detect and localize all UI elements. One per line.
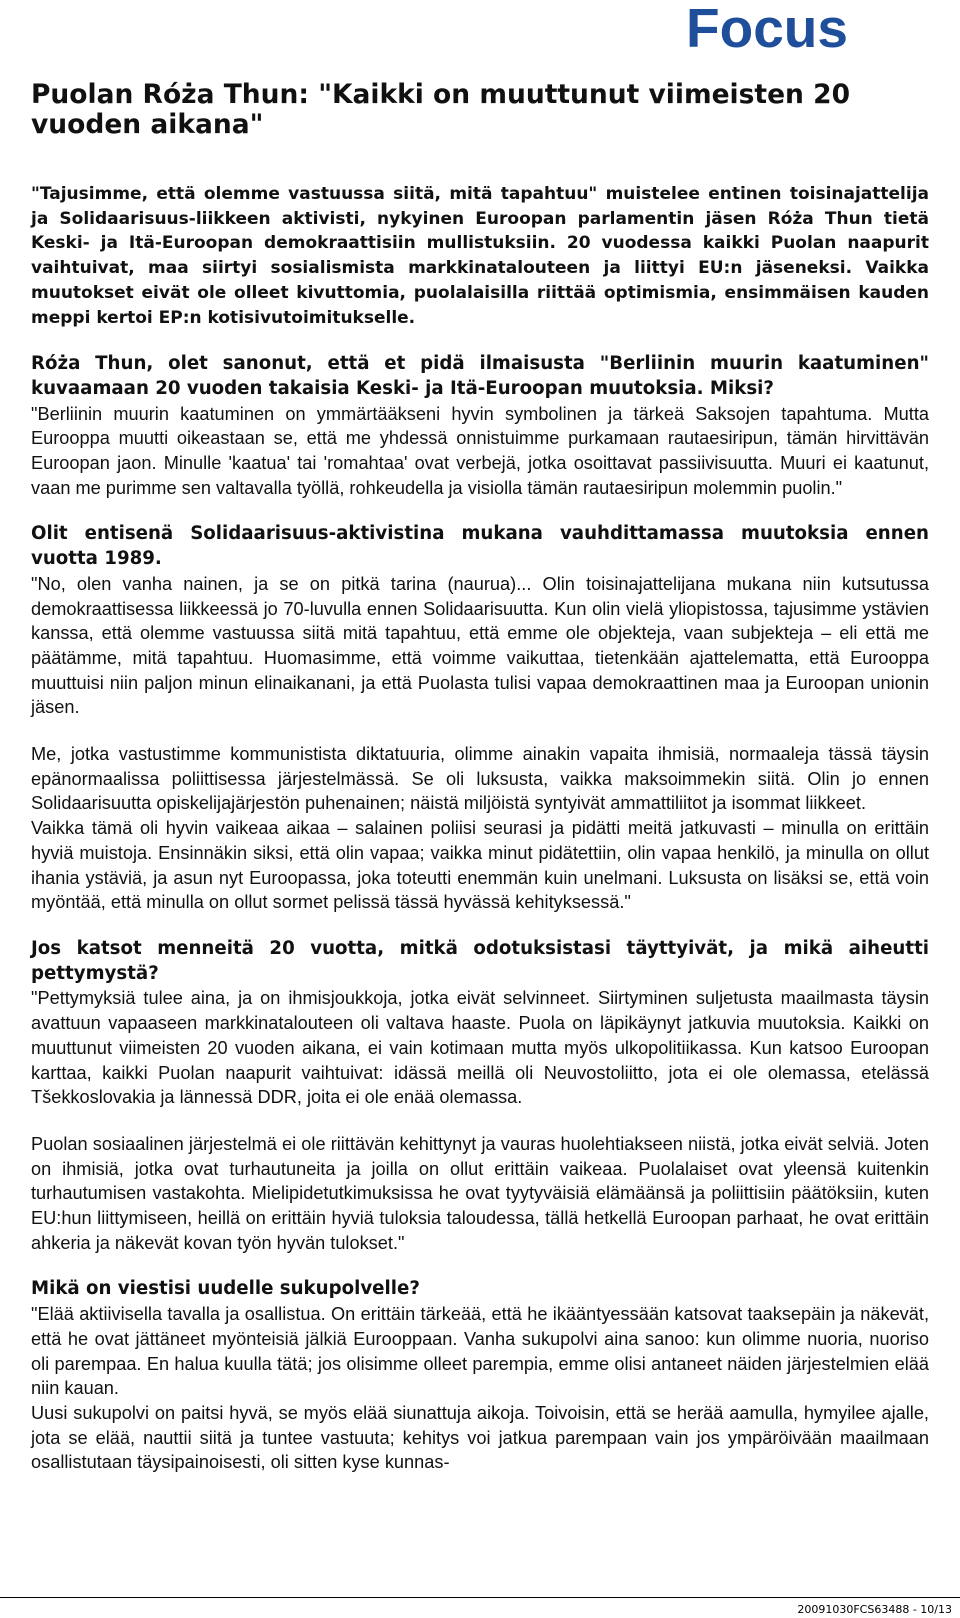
section-label: Focus xyxy=(686,0,848,59)
article-lead: "Tajusimme, että olemme vastuussa siitä, mitä tapahtuu" muistelee entinen toisinajattelija ja Solidaarisuus-liikkeen aktivisti, nykyinen Euroopan parlamentin jäsen Róża Thun tietä Keski- ja Itä-Euroopan demokraattisiin mullistuksiin. 20 vuodessa kaikki Puolan naapurit vaihtuivat, maa siirtyi sosialismista markkinatalouteen ja liittyi EU:n jäseneksi. Vaikka muutokset eivät ole olleet kivuttomia, puolalaisilla riittää optimismia, ensimmäisen kauden meppi kertoi EP:n kotisivutoimitukselle. xyxy=(31,184,929,328)
article-headline: Puolan Róża Thun: "Kaikki on muuttunut viimeisten 20 vuoden aikana" xyxy=(31,79,851,140)
question-4: Mikä on viestisi uudelle sukupolvelle? xyxy=(31,1278,420,1300)
answer-3-paragraph-2: Puolan sosiaalinen järjestelmä ei ole riittävän kehittynyt ja vauras huolehtiakseen niistä, jotka eivät selviä. Joten on ihmisiä, jotka ovat turhautuneita ja joilla on ollut erittäin vaikeaa. Puolalaiset ovat yleensä kuitenkin turhautumisen vastakohta. Mielipidetutkimuksissa he ovat tyytyväisiä elämäänsä ja poliittisiin päätöksiin, kuten EU:hun liittymiseen, heillä on erittäin hyviä tuloksia taloudessa, tällä hetkellä Euroopan parhaat, he ovat erittäin ahkeria ja näkevät kovan työn hyvän tulokset." xyxy=(31,1133,929,1253)
answer-3-paragraph-1: "Pettymyksiä tulee aina, ja on ihmisjoukkoja, jotka eivät selvinneet. Siirtyminen suljetusta maailmasta täysin avattuun vapaaseen markkinatalouteen oli valtava haaste. Puola on läpikäynyt jatkuvia muutoksia. Kaikki on muuttunut viimeisten 20 vuoden aikana, ei vain kotimaan mutta myös ulkopolitiikassa. Kun katsoo Euroopan karttaa, kaikki Puolan naapurit vaihtuivat: idässä meillä oli Neuvostoliitto, jota ei ole olemassa, etelässä Tšekkoslovakia ja lännessä DDR, joita ei ole enää olemassa. xyxy=(31,988,929,1108)
answer-4-paragraph-2: Uusi sukupolvi on paitsi hyvä, se myös elää siunattuja aikoja. Toivoisin, että se herää aamulla, hymyilee ajalle, jota se elää, nauttii siitä ja tuntee vastuuta; kehitys voi jatkua parempaan vain jos ympäröivään maailmaan osallistutaan täysipainoisesti, oli sitten kyse kunnas- xyxy=(31,1402,929,1473)
answer-4-paragraph-1: "Elää aktiivisella tavalla ja osallistua. On erittäin tärkeää, että he ikääntyessään katsovat taaksepäin ja näkevät, että he ovat jättäneet myönteisiä jälkiä Eurooppaan. Vanha sukupolvi aina sanoo: kun olimme nuoria, nuoriso oli parempaa. En halua kuulla tätä; jos olisimme olleet parempia, emme olisi antaneet näiden järjestelmien elää niin kauan. xyxy=(31,1304,929,1399)
question-3: Jos katsot menneitä 20 vuotta, mitkä odotuksistasi täyttyivät, ja mikä aiheutti pettymystä? xyxy=(31,937,929,984)
answer-2-paragraph-1: "No, olen vanha nainen, ja se on pitkä tarina (naurua)... Olin toisinajattelijana mukana niin kutsutussa demokraattisessa liikkeessä jo 70-luvulla ennen Solidaarisuutta. Kun olin vielä yliopistossa, tajusimme ystävien kanssa, että olemme vastuussa siitä mitä tapahtuu, että emme ole objekteja, vaan subjekteja – eli että me päätämme, mitä tapahtuu. Huomasimme, että voimme vaikuttaa, tietenkään ajattelematta, että Eurooppa muuttuisi niin paljon minun elinaikanani, ja että Puolasta tulisi vapaa demokraattinen maa ja Euroopan unionin jäsen. xyxy=(31,573,929,718)
question-1: Róża Thun, olet sanonut, että et pidä ilmaisusta "Berliinin muurin kaatuminen" kuvaamaan 20 vuoden takaisia Keski- ja Itä-Euroopan muutoksia. Miksi? xyxy=(31,353,929,399)
footer-divider xyxy=(0,1597,960,1598)
article-body xyxy=(31,80,929,1475)
answer-2-paragraph-3: Vaikka tämä oli hyvin vaikeaa aikaa – salainen poliisi seurasi ja pidätti meitä jatkuvasti – minulla on erittäin hyviä muistoja. Ensinnäkin siksi, että olin vapaa; vaikka minut pidätettiin, olin vapaa henkilö, ja minulla on ollut ihania ystäviä, ja asun nyt Euroopassa, joka toteutti enemmän kuin unelmani. Luksusta on lisäksi se, että voin myöntää, että minulla on ollut sormet pelissä tässä hyvässä kehityksessä." xyxy=(31,818,929,913)
answer-1: "Berliinin muurin kaatuminen on ymmärtääkseni hyvin symbolinen ja tärkeä Saksojen tapahtuma. Mutta Eurooppa muutti oikeastaan se, että me yhdessä onnistuimme purkamaan rautaesiripun, tämän hirvittävän Euroopan jaon. Minulle 'kaatua' tai 'romahtaa' ovat verbejä, jotka osoittavat passiivisuutta. Muuri ei kaatunut, vaan me purimme sen valtavalla työllä, rohkeudella ja visiolla tämän rautaesiripun molemmin puolin." xyxy=(31,403,929,498)
question-2: Olit entisenä Solidaarisuus-aktivistina mukana vauhdittamassa muutoksia ennen vuotta 1989. xyxy=(31,523,929,570)
answer-2-paragraph-2: Me, jotka vastustimme kommunistista diktatuuria, olimme ainakin vapaita ihmisiä, normaaleja tässä täysin epänormaalissa poliittisessa järjestelmässä. Se oli luksusta, vaikka maksoimmekin siitä. Olin jo ennen Solidaarisuutta opiskelijajärjestön puhenainen; näistä miljöistä syntyivät ammattiliitot ja isommat liikkeet. xyxy=(31,744,929,814)
footer-doc-reference: 20091030FCS63488 - 10/13 xyxy=(797,1603,952,1616)
